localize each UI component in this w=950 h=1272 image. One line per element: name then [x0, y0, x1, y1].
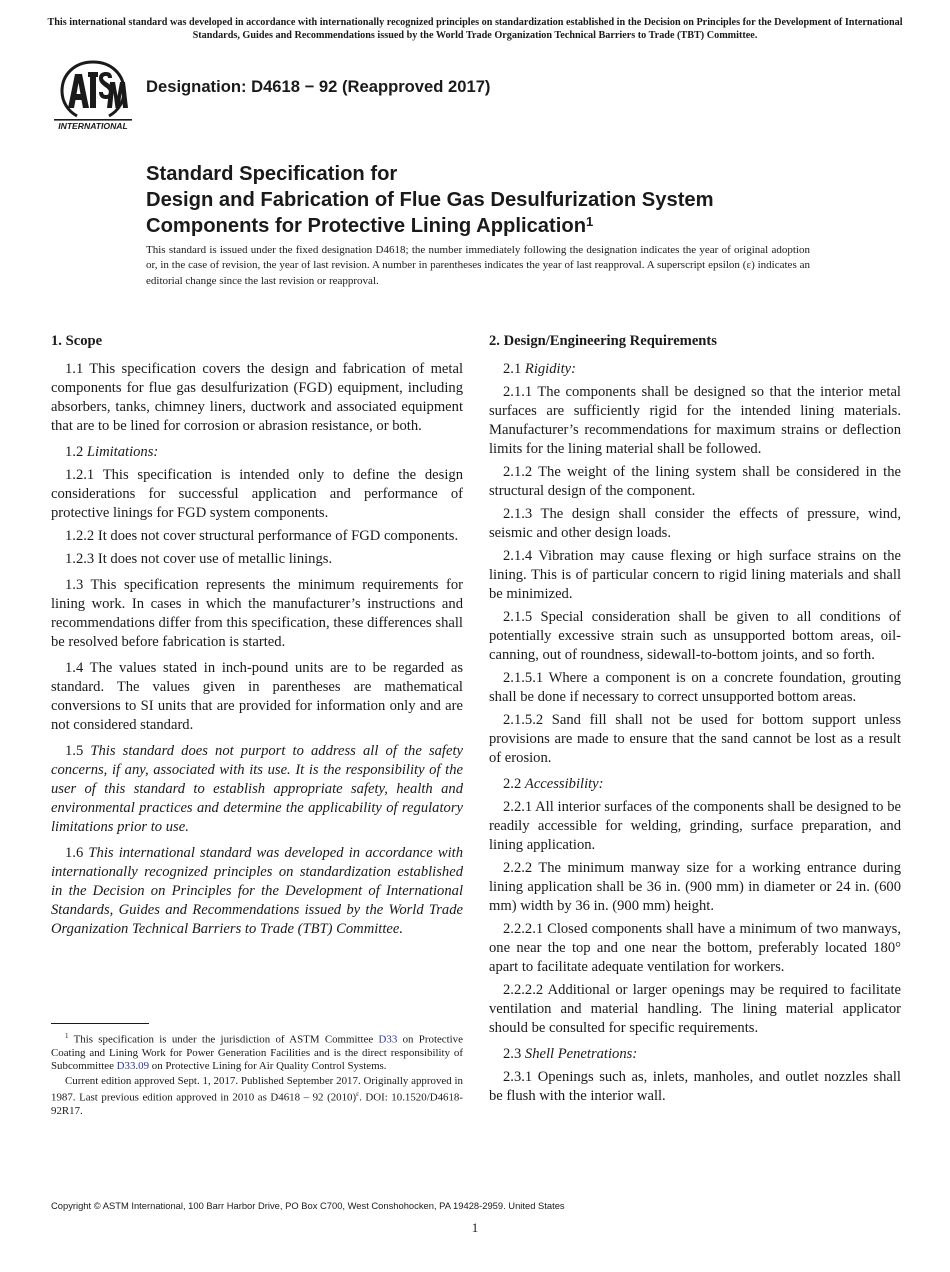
para-2-2-2: 2.2.2 The minimum manway size for a working entrance during lining application shall be 36 in. (900 mm) in diameter or 24 in. (600 mm) width by 36 in. (900 mm) height.: [489, 860, 901, 914]
para-2-1-3: 2.1.3 The design shall consider the effects of pressure, wind, seismic and other design loads.: [489, 506, 901, 541]
para-2-2-title: Accessibility:: [524, 776, 604, 792]
para-1-2: [51, 443, 463, 462]
footnote-2: [51, 1075, 463, 1118]
para-1-6-num: 1.6: [65, 845, 84, 861]
para-1-2-num: 1.2: [65, 444, 84, 460]
para-1-1: 1.1 This specification covers the design and fabrication of metal components for flue gas desulfurization (FGD) equipment, including absorbers, tanks, chimney liners, ductwork and associated equipment that are to be lined for corrosion or abrasion resistance, or both.: [51, 361, 463, 434]
para-2-2-num: 2.2: [503, 776, 522, 792]
title-line-3-text: Components for Protective Lining Application: [146, 215, 587, 237]
section-heading-scope: 1. Scope: [51, 333, 103, 349]
para-1-6-text: This international standard was developed in accordance with internationally recognized principles on standardization established in the Decision on Principles for the Development of International Standards, Guides and Recommendations issued by the World Trade Organization Technical Barriers to Trade (TBT) Committee.: [51, 845, 464, 937]
para-1-5: [51, 742, 463, 837]
left-column: [51, 332, 463, 943]
para-2-3-1: 2.3.1 Openings such as, inlets, manholes, and outlet nozzles shall be flush with the interior wall.: [489, 1069, 901, 1104]
para-1-5-num: 1.5: [65, 743, 84, 759]
committee-link-d33[interactable]: D33: [378, 1033, 398, 1046]
para-1-2-3: 1.2.3 It does not cover use of metallic linings.: [65, 551, 333, 567]
para-2-1-5-1: 2.1.5.1 Where a component is on a concrete foundation, grouting shall be done if necessary to correct unsupported bottom areas.: [489, 670, 901, 705]
footnote-1-text-b: on Protective Coating and Lining Work for Power Generation Facilities and is the direct responsibility of Subcommittee: [51, 1033, 463, 1073]
para-1-4: 1.4 The values stated in inch-pound units are to be regarded as standard. The values given in parentheses are mathematical conversions to SI units that are provided for information only and are not considered standard.: [51, 660, 463, 733]
title-line-1: Standard Specification for: [146, 163, 398, 185]
para-2-2-2-1: 2.2.2.1 Closed components shall have a minimum of two manways, one near the top and one near the bottom, preferably located 180° apart to facilitate adequate ventilation for workers.: [489, 921, 901, 975]
top-notice: This international standard was developed in accordance with internationally recognized principles on standardization established in the Decision on Principles for the Development of International Standards, Guides and Recommendations issued by the World Trade Organization Technical Barriers to Trade (TBT) Committee.: [47, 17, 903, 41]
issue-note: This standard is issued under the fixed designation D4618; the number immediately following the designation indicates the year of original adoption or, in the case of revision, the year of last revision. A number in parentheses indicates the year of last reapproval. A superscript epsilon (ε) indicates an editorial change since the last revision or reapproval.: [146, 244, 810, 287]
para-2-2: [489, 775, 901, 794]
para-2-3: [489, 1045, 901, 1064]
footnote-1-text-a: This specification is under the jurisdiction of ASTM Committee: [73, 1033, 374, 1046]
section-heading-design: 2. Design/Engineering Requirements: [489, 333, 717, 349]
para-1-2-2: 1.2.2 It does not cover structural performance of FGD components.: [65, 528, 459, 544]
footnote-1-mark: 1: [65, 1032, 69, 1040]
right-column: [489, 332, 901, 1110]
footnote-1: [51, 1030, 463, 1073]
para-2-3-num: 2.3: [503, 1046, 522, 1062]
para-2-1-4: 2.1.4 Vibration may cause flexing or high surface strains on the lining. This is of particular concern to rigid lining materials and shall be minimized.: [489, 548, 901, 602]
standard-title: [146, 161, 886, 239]
footnotes: [51, 1030, 463, 1120]
footnote-divider: [51, 1023, 149, 1024]
title-line-2: Design and Fabrication of Flue Gas Desulfurization System: [146, 189, 714, 211]
designation: Designation: D4618 − 92 (Reapproved 2017): [146, 77, 491, 96]
title-line-3: [146, 213, 886, 239]
para-2-1-num: 2.1: [503, 361, 522, 377]
astm-international-logo: [52, 58, 134, 134]
svg-text:INTERNATIONAL: INTERNATIONAL: [58, 121, 128, 131]
footnote-2-epsilon: ε: [356, 1090, 360, 1099]
para-2-1-2: 2.1.2 The weight of the lining system shall be considered in the structural design of the component.: [489, 464, 901, 499]
para-1-5-text: This standard does not purport to address all of the safety concerns, if any, associated with its use. It is the responsibility of the user of this standard to establish appropriate safety, health and environmental practices and determine the applicability of regulatory limitations prior to use.: [51, 743, 463, 835]
footnote-1-text-c: on Protective Lining for Air Quality Control Systems.: [151, 1060, 387, 1073]
page-number: 1: [471, 1220, 479, 1235]
para-2-1-5-2: 2.1.5.2 Sand fill shall not be used for bottom support unless provisions are made to ensure that the sand cannot be lost as a result of erosion.: [489, 712, 901, 766]
footnote-2-text-b: . DOI: 10.1520/D4618-92R17.: [51, 1092, 463, 1118]
astm-logo-icon: [52, 58, 134, 134]
para-2-1-1: 2.1.1 The components shall be designed so that the interior metal surfaces are sufficiently rigid for the intended lining materials. Manufacturer’s recommendations for maximum strains or deflection limits for the lining material shall be followed.: [489, 384, 901, 457]
para-2-1-5: 2.1.5 Special consideration shall be given to all conditions of potentially excessive strain such as unsupported bottom areas, oil-canning, out of roundness, sidewall-to-bottom joints, and so forth.: [489, 609, 901, 663]
copyright-notice: Copyright © ASTM International, 100 Barr Harbor Drive, PO Box C700, West Conshohocken, PA 19428-2959. United States: [51, 1200, 565, 1211]
footnote-2-text-a: Current edition approved Sept. 1, 2017. Published September 2017. Originally approved in 1987. Last previous edition approved in 2010 as D4618 – 92 (2010): [51, 1075, 463, 1105]
para-1-6: [51, 844, 463, 939]
para-2-3-title: Shell Penetrations:: [524, 1046, 638, 1062]
subcommittee-link-d33-09[interactable]: D33.09: [116, 1060, 150, 1073]
para-2-2-2-2: 2.2.2.2 Additional or larger openings may be required to facilitate ventilation and material handling. The lining material applicator should be consulted for specific requirements.: [489, 982, 901, 1036]
para-2-1: [489, 360, 901, 379]
para-1-2-title: Limitations:: [86, 444, 159, 460]
para-2-2-1: 2.2.1 All interior surfaces of the components shall be designed to be readily accessible for welding, grinding, surface preparation, and lining application.: [489, 799, 901, 853]
title-footnote-mark: 1: [586, 214, 594, 229]
para-1-2-1: 1.2.1 This specification is intended only to define the design considerations for successful application and performance of protective linings for FGD system components.: [51, 467, 463, 521]
para-1-3: 1.3 This specification represents the minimum requirements for lining work. In cases in which the manufacturer’s instructions and recommendations differ from this specification, these differences shall be resolved before fabrication is started.: [51, 577, 463, 650]
para-2-1-title: Rigidity:: [524, 361, 576, 377]
